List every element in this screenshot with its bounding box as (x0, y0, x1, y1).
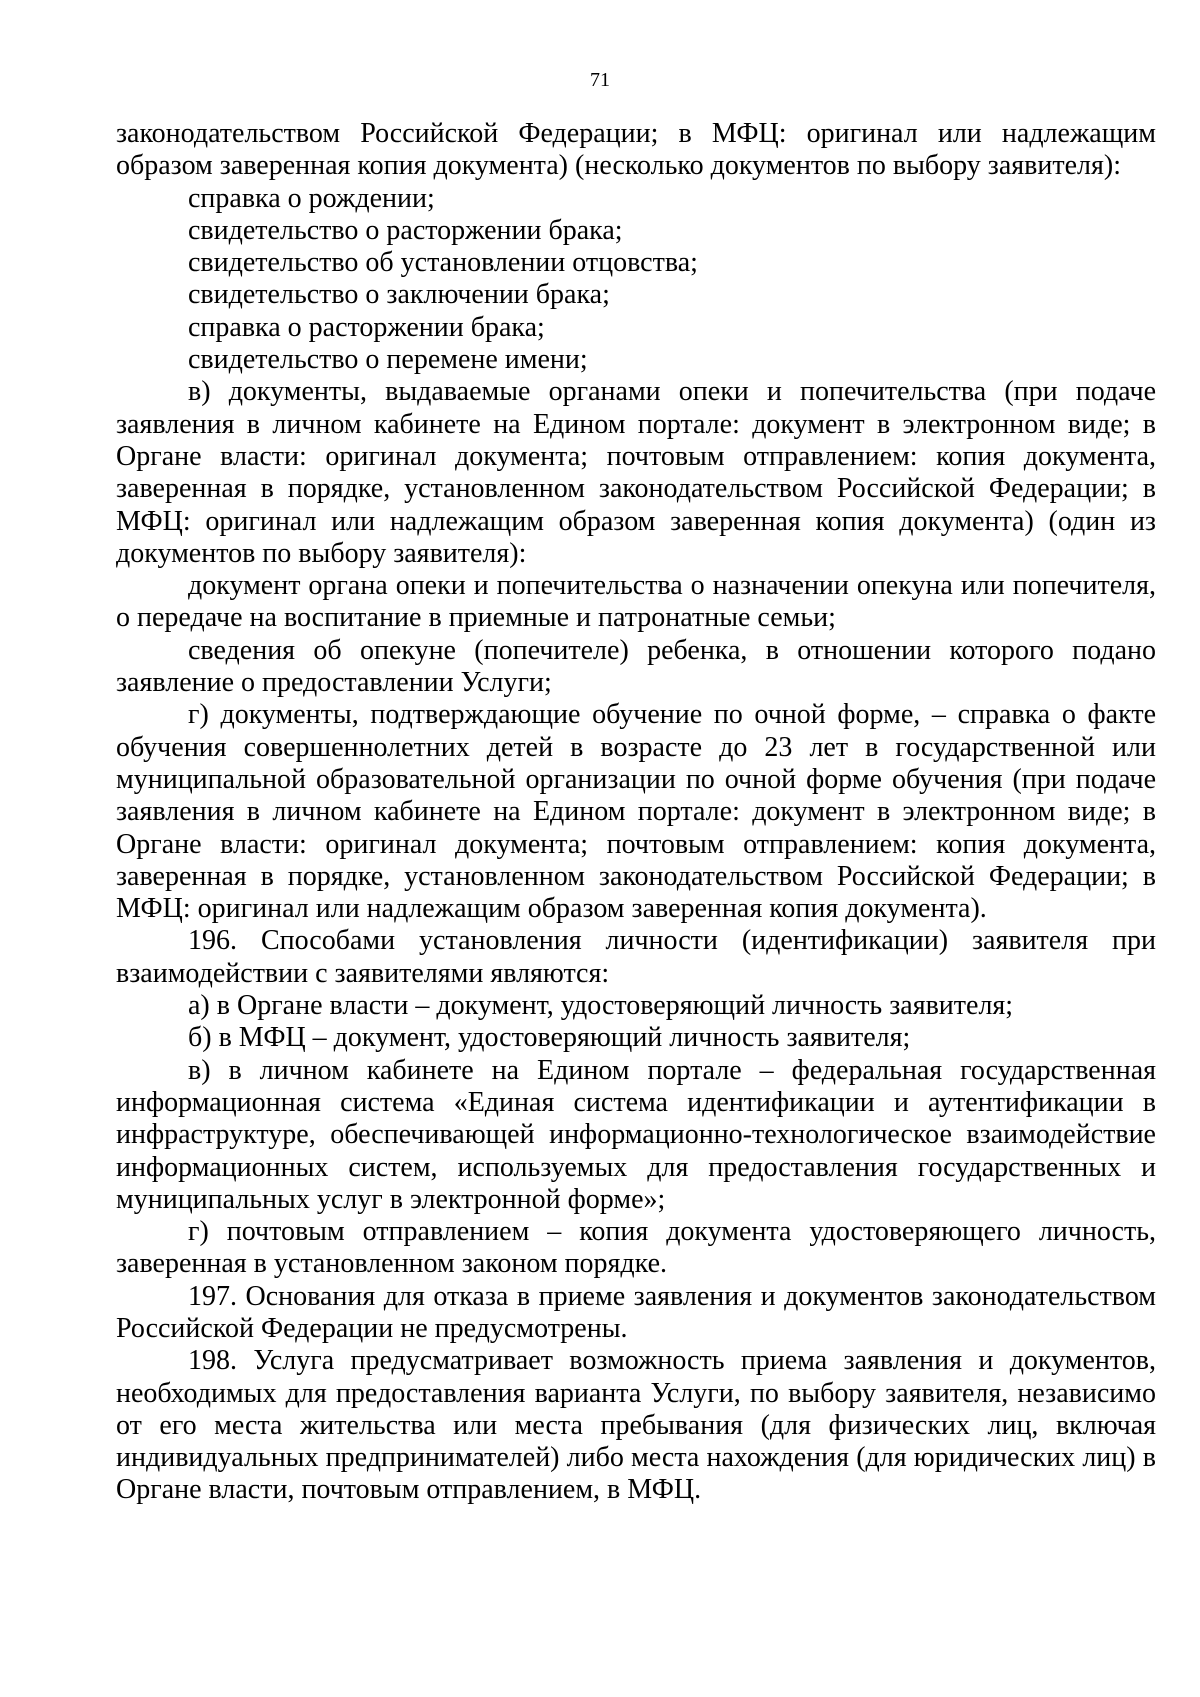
paragraph-198: 198. Услуга предусматривает возможность приема заявления и документов, необходимых для предоставления варианта Услуги, по выбору заявителя, независимо от его места жительства или места пребывания (для физических лиц, включая индивидуальных предпринимателей) либо места нахождения (для юридических лиц) в Органе власти, почтовым отправлением, в МФЦ. (116, 1345, 1156, 1506)
paragraph-196-b: б) в МФЦ – документ, удостоверяющий личность заявителя; (188, 1022, 911, 1054)
paragraph-196-a: а) в Органе власти – документ, удостоверяющий личность заявителя; (188, 990, 1014, 1022)
page-number: 71 (590, 69, 610, 91)
paragraph-196: 196. Способами установления личности (идентификации) заявителя при взаимодействии с заявителями являются: (116, 925, 1156, 989)
paragraph-197: 197. Основания для отказа в приеме заявления и документов законодательством Российской Федерации не предусмотрены. (116, 1280, 1156, 1344)
paragraph-guardian-appointment: документ органа опеки и попечительства о назначении опекуна или попечителя, о передаче на воспитание в приемные и патронатные семьи; (116, 570, 1156, 634)
list-item-marriage-certificate: свидетельство о заключении брака; (188, 279, 610, 311)
paragraph-guardianship-documents: в) документы, выдаваемые органами опеки и попечительства (при подаче заявления в личном кабинете на Едином портале: документ в электронном виде; в Органе власти: оригинал документа; почтовым отправлением: копия документа, заверенная в порядке, установленном законодательством Российской Федерации; в МФЦ: оригинал или надлежащим образом заверенная копия документа) (один из документов по выбору заявителя): (116, 376, 1156, 569)
document-body (116, 118, 1156, 1507)
paragraph-196-g: г) почтовым отправлением – копия документа удостоверяющего личность, заверенная в установленном законом порядке. (116, 1216, 1156, 1280)
list-item-divorce-reference: справка о расторжении брака; (188, 311, 545, 343)
paragraph-guardian-info: сведения об опекуне (попечителе) ребенка, в отношении которого подано заявление о предоставлении Услуги; (116, 634, 1156, 699)
list-item-name-change-certificate: свидетельство о перемене имени; (188, 344, 588, 376)
paragraph-education-documents: г) документы, подтверждающие обучение по очной форме, – справка о факте обучения совершеннолетних детей в возрасте до 23 лет в государственной или муниципальной образовательной организации по очной форме обучения (при подаче заявления в личном кабинете на Едином портале: документ в электронном виде; в Органе власти: оригинал документа; почтовым отправлением: копия документа, заверенная в порядке, установленном законодательством Российской Федерации; в МФЦ: оригинал или надлежащим образом заверенная копия документа). (116, 699, 1156, 925)
list-item-divorce-certificate: свидетельство о расторжении брака; (188, 214, 623, 246)
list-item-birth-certificate: справка о рождении; (188, 182, 435, 214)
paragraph-continuation: законодательством Российской Федерации; в МФЦ: оригинал или надлежащим образом заверенная копия документа) (несколько документов по выбору заявителя): (116, 118, 1156, 182)
paragraph-196-v: в) в личном кабинете на Едином портале – федеральная государственная информационная система «Единая система идентификации и аутентификации в инфраструктуре, обеспечивающей информационно-технологическое взаимодействие информационных систем, используемых для предоставления государственных и муниципальных услуг в электронной форме»; (116, 1054, 1156, 1215)
list-item-paternity-certificate: свидетельство об установлении отцовства; (188, 247, 698, 279)
